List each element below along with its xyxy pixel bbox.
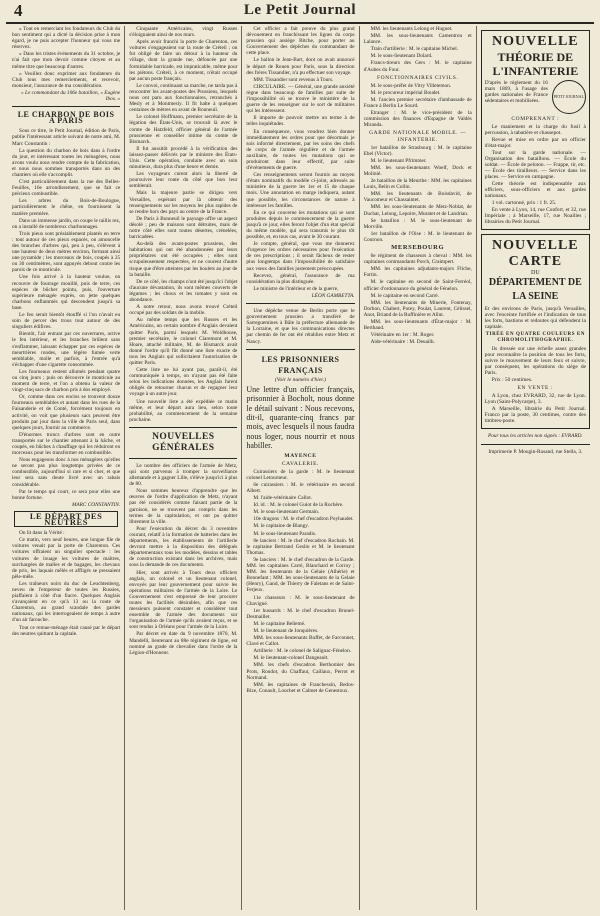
article-title-nouvelles: NOUVELLES GÉNÉRALES <box>152 431 215 453</box>
list-item: M. l'aide-vétérinaire Callot. <box>253 495 312 502</box>
paragraph: Cinquante Américains, vingt Russes s'éloignaient ainsi de nos murs. <box>129 26 238 39</box>
paragraph: De ce côté, les champs n'ont été jusqu'ici l'objet d'aucune dévastation, ils sont mêmes couverts de légumes ; les choux et les tomates y sont en abondance. <box>129 278 238 304</box>
intro-letter <box>12 26 120 89</box>
list-item: Id. id. : M. le colonel Guiot de la Rochère. <box>253 502 344 509</box>
paragraph: Le convoi, continuant sa marche, ne tarda pas à rencontrer les avant-postes des Prussiens, lesquels nous ont paru aux fonctionnaires, retranchés à Mesly et à Montmesly. Il fit halte à quelques centaines de mètres en avant de Bonneuil. <box>129 82 238 114</box>
list-item: Etranger : M. le vice-président de la commission des finances d'Espagne de Valdès Miranda. <box>363 110 472 129</box>
paragraph: Ils dressée sur une échelle assez grandes pour reconnaître la position de tous les forts, suivre le mouvement de leurs feux et suivre, par conséquent, les opérations du siège de Paris. <box>484 346 586 377</box>
ad-title: NOUVELLE CARTE <box>492 238 579 270</box>
paragraph: Dans un immense jardin, on coupe le taillis rez, on a installé de nombreux charbonnages. <box>12 217 121 230</box>
paragraph: Par décret en date du 9 novembre 1870, M. Mandelli, lieutenant au 88e régiment de ligne, est nommé au grade de chevalier dans l'ordre de la Légion-d'Honneur. <box>129 631 238 656</box>
ad-title: DÉPARTEMENT DE LA SEINE <box>488 277 582 303</box>
divider <box>246 349 354 350</box>
paragraph: Cette liste ne lui ayant pas, paraît-il, été communiquée à temps, on n'ayant pas été faite selon les indications données, les Anglais furent obligés de retourner chacun et de regagner leur voyage à un autre jour. <box>129 367 238 398</box>
masthead <box>6 0 594 24</box>
ad-body <box>485 393 586 424</box>
article-title-neutres: LE DÉPART DES NEUTRES <box>14 511 118 527</box>
article-title-prisonniers: LES PRISONNIERS FRANÇAIS <box>261 354 340 375</box>
list-item: M. le capitaine de Blangy. <box>253 523 309 530</box>
column-2 <box>125 26 242 910</box>
list-item: 1er hussards : M. le chef d'escadron Brunel-Desmaillet. <box>246 607 355 620</box>
section-place: MERSEBOURG <box>391 244 445 251</box>
list-item: MM. les sous-lieutenants d'État-major : M. Berthaud. <box>363 319 472 332</box>
list-item: M. le capitaine en second de Saint-Ferréol, officier d'ordonnance du général de Fénelon. <box>363 279 472 292</box>
column-1 <box>8 26 125 910</box>
paragraph: Bientôt, l'air entrant par ces ouvertures, active le feu intérieur, et les branches brûlent sans s'enflammer, laissant échapper par ces espèces de meurtrières rondes, une légère fumée verte semblable, molle et parfois, à l'entrée qu'à s'échapper d'une cigarette consommée. <box>12 331 121 368</box>
paragraph: Les arbres du Bois-de-Boulogne, particulièrement le chêne, en fournissent la matière première. <box>12 198 121 217</box>
list-item: M. le sous-lieutenant Germain. <box>253 509 320 516</box>
paragraph: Le maniement et la charge du fusil à percussion, à tabatière et chassepot. <box>484 124 586 137</box>
paragraph: Tout ce remue-ménage était causé par le départ des neutres quittant la capitale. <box>12 624 121 637</box>
paragraph: Après avoir franchi la porte de Charenton, ces voitures s'engageaient sur la route de Créteil ; on fut obligé de faire un détour à la hauteur du village, dont la grande rue, défoncée par une formidable barricade, est impraticable, même pour les piétons. Créteil, à ce moment, n'était occupé par aucun poste français. <box>129 39 238 82</box>
list-item: M. le sous-lieutenant Paradis. <box>253 530 317 537</box>
section-subhead: FONCTIONNAIRES CIVILS. <box>376 74 459 81</box>
column-4 <box>360 26 477 910</box>
paragraph: Cet officier a fait preuve du plus grand dévouement en franchissant les lignes du corps prussien qui assiège Bitche, pour porter au Gouvernement des dépêches du commandant de cette place. <box>246 26 355 57</box>
article-signature: MARC CONSTANTIN. <box>72 501 121 508</box>
list-item: Train d'artillerie : M. le capitaine Michel. <box>370 46 459 53</box>
paragraph: Tout sur la garde nationale. — Organisation des bataillons. — École du soldat. — École de peloton. — Frappe, tir, etc. — École des tirailleurs. — Service dans les places. — Service en campagne. <box>484 150 586 181</box>
divider <box>129 458 237 459</box>
article-subtitle: (Voir le numéro d'hier.) <box>274 376 326 383</box>
article-body-continued <box>246 26 354 292</box>
paragraph: En conséquence, vous voudrez bien donner immédiatement les ordres pour que désormais je sois informé directement, par les soins des chefs de corps de l'armée régulière et de l'armée auxiliaire, de toutes les mutations qui se produiront dans leur effectif, par suite d'événements de guerre. <box>246 128 355 172</box>
ad-intro: D'après le règlement du 16 mars 1869, à l'usage des gardes nationales de France sédentaires et mobilisées. <box>484 80 548 104</box>
list-item: 10e dragons : M. le chef d'escadron Poyhaudet. <box>253 516 354 523</box>
paragraph: Recevez, général, l'assurance de ma considération la plus distinguée. <box>246 272 355 285</box>
paragraph: Trois pieux sont préalablement plantés en terre : tout autour de ces pieux espacés, on amoncelle des branches d'arbres qui, peu à peu, s'élèvent à une hauteur de deux mètres environ, formant ainsi une pyramide ; les morceaux de bois, coupés à 25 ou 30 centimètres, sont appuyés debout contre les parois de ce monticule. <box>12 230 121 274</box>
list-item: MM. les lieutenants de Minerie, Fontenay, Dorbon, Chabert, Potey, Poulat, Laurent, Célissel, Anot, Briand de la Ruffinière et Allut. <box>363 299 472 318</box>
list-item: M. le capitaine en second Carré. <box>370 292 439 299</box>
list-item: MM. les lieutenants Lelong et Huguet. <box>370 26 453 32</box>
footer-note: Pour tous les articles non signés : EVRARD. <box>487 433 583 440</box>
paragraph: Revue et mise en ordre par un officier d'état-major. <box>484 137 586 150</box>
paragraph: Les fourneaux restent allumés pendant quatre ou cinq jours ; puis on découvre le monticule au moment de terre, et l'on a obtenu la valeur de vingt-cinq sacs de charbon pris à dos employé. <box>12 368 121 394</box>
paragraph: A Marseille, librairie du Petit Journal. Franco par la poste, 30 centimes, contre des timbres-poste. <box>484 406 586 425</box>
list-item: 6e régiment de chasseurs à cheval : MM. les capitaines commandants Porch, Craimpert. <box>363 253 472 266</box>
list-item: Aide-vétérinaire : M. Deuailh. <box>370 339 435 346</box>
ad-title: NOUVELLE <box>492 34 579 49</box>
paragraph: Ce matin, vers neuf heures, une longue file de voitures venait par la porte de Charenton. Ces voitures offraient un singulier spectacle : les voitures de louage les voitures de maîtres, surchargées de malles et de bagages, les chevaux de prix, les laquais mêlés et affligés se pressaient pêle-mêle. <box>12 537 121 580</box>
ad-title: DU <box>531 270 540 277</box>
article-title-charbon: LE CHARBON DE BOIS A PARIS <box>17 110 115 126</box>
advertisement-theorie <box>481 30 590 230</box>
list-item: 9e lanciers : M. le chef d'escadron de la Garde. MM. les capitaines Carré, Blanchard et Corroy ; MM. les lieutenants de la Gelaie (Alhérie) et Bonnefant ; MM. les sous-lieutenants de la Gelaie (Henry), Gand, de Thierry de Faletans et de Saint-Ferjeux. <box>246 556 355 594</box>
ad-subhead: COMPRENANT : <box>511 116 560 122</box>
paragraph: Or, comme dans ces enclos se trouvent douze fourneaux semblables et autant dans les rues de la Faisanderie et de Conté, forcément toujours en activité, on voit que plusieurs sacs peuvent être produits par jour dans la ville de Paris seul, dans quelques jours, fournir au commerce. <box>12 394 121 431</box>
paragraph: On lit dans la Vérité : <box>19 530 65 537</box>
section-place: MAYENCE <box>284 452 317 459</box>
paragraph: D'énormes troncs d'arbres sont en outre transportés sur le chantier attenant à la hâche, et coupés, en bûches à chauffage qui les réduiront en morceaux pour les transformer en combustible. <box>12 431 121 457</box>
list-item: M. le sous-lieutenant Dolard. <box>370 53 433 60</box>
paragraph: Sous ce titre, le Petit Journal, édition de Paris, publie l'intéressant article suivant de notre ami, M. Marc Constantin : <box>12 128 121 147</box>
lead-paragraph: Une lettre d'un officier français, prisonnier à Bocholt, nous donne le détail suivant : Nous recevons, dit-il, quarante-cinq francs par mois, avec lesquels il nous faudra nous loger, nous nourrir et nous habiller. <box>246 384 355 451</box>
list-item: MM. les sous-lieutenants Camentrou et Lalance. <box>363 33 472 46</box>
paragraph: Nous sommes heureux d'apprendre que les œuvres de l'ordre d'application de Metz, n'ayant pas été considérés comme faisant partie de la garnison, ne se trouvent pas compris dans les termes de la capitulation, et ont pu quitter librement la ville. <box>129 488 238 525</box>
list-item: 6e cuirassiers : M. le vétérinaire en second Albert. <box>246 481 355 494</box>
imprint: Imprimerie P. Mougin-Rusand, rue Stella, 3. <box>488 448 583 455</box>
list-item: M. le lieutenant-colonel Dangeault. <box>253 655 329 662</box>
paragraph: Hier, sont arrivés à Tours deux officiers anglais, un colonel et un lieutenant colonel, envoyés par leur gouvernement pour suivre les opérations militaires de l'armée de la Loire. Le Gouvernement s'est empressé de leur procurer toutes les facilités désirables, afin que ces messieurs puissent constater et considérer tout ensemble de l'armée des documents sur l'organisation de l'armée qu'ils avaient reçus, et se sont rendus à Orléans pour l'armée de la Loire. <box>129 569 238 631</box>
paragraph: Le nombre des officiers de l'armée de Metz, qui sont parvenus à tromper la surveillance allemande et à gagner Lille, s'élève jusqu'ici à plus de 80. <box>129 462 238 488</box>
list-item: Vétérinaire en 1er : M. Roger. <box>370 332 435 339</box>
paragraph: CIRCULAIRE. — Général, une grande anxiété règne dans beaucoup de familles par suite de l'impossibilité où se trouve le ministère de la guerre de les renseigner sur le sort de militaires qui les intéressent. <box>246 83 355 115</box>
mersebourg-list <box>364 253 472 345</box>
article-body-nouvelles <box>129 463 237 656</box>
list-item: Se bataillon : M. le sous-lieutenant de Morville. <box>363 217 472 230</box>
list-item: MM. les lieutenants de Boisdavid, de Vaucomeur et Chassaintet. <box>363 191 472 204</box>
article-body-neutres <box>12 530 120 637</box>
paragraph: En ce qui concerne les mutations qui se sont produites depuis le commencement de la guerre jusqu'à ce jour, elles feront l'objet d'un état spécial du même modèle, qui sera transmis le plus tôt possible, et, en tous cas, avant le 30 courant. <box>246 209 355 241</box>
paragraph: Cette théorie est indispensable aux officiers, sous-officiers et aux gardes nationaux. <box>484 181 586 200</box>
divider <box>12 106 120 107</box>
ad-text <box>485 80 586 104</box>
paragraph: En vente à Lyon, 14, rue Confort, et 32, rue Impériale ; à Marseille, 17, rue Noailles ; librairies du Petit Journal. <box>484 207 586 226</box>
ad-body <box>485 346 586 383</box>
list-item: MM. les capitaines de Franchessin, Bedos-Bize, Conault, Louchet et Calmet de Genestoux. <box>246 681 355 694</box>
paragraph: Le ministre de l'intérieur et de la guerre, <box>253 285 339 292</box>
paragraph: « Dans les tristes événements du 31 octobre, je n'ai fait que mon devoir comme citoyen et au même titre que beaucoup d'autres. <box>12 51 121 70</box>
paragraph: Une fois arrivé à la hauteur voulue, on recouvre de fourrage mouillé, puis de terre, ces espèces de bûcher pointu, puis, l'ouverture supérieure ménagée exprès, on jette quelques charbons enflammés qui descendent jusqu'à sa base. <box>12 274 121 311</box>
section-subhead: GARDE NATIONALE MOBILE. — INFANTERIE. <box>369 130 467 143</box>
list-item: 2e bataillon de la Meurthe : MM. les capitaines Louis, Belin et Collin. <box>363 178 472 191</box>
article-body-charbon <box>12 128 120 501</box>
paragraph: « Tout en remerciant les fondateurs du Club du bon sentiment qui a dicté la décision prise à mon égard, je ne puis accepter l'honneur qui vous me réservez. <box>12 26 121 51</box>
paragraph: Le colonel Hoffmann, premier secrétaire de la légation des États-Unis, se trouvait là avec le comte de Hatzfeld, officier général de l'armée prussienne et conseiller intime du comte de Bismarck. <box>129 114 238 145</box>
paragraph: Le ballon le Jean-Bart, dont on avait annoncé le départ de Rouen pour Paris, sous la direction des frères Tissandier, n'a pu effectuer son voyage. <box>246 57 355 76</box>
paragraph: Une dépêche venue de Berlin porte que le gouvernement prussien a transféré de Sarreguemines à Bâle la préfecture allemande de la Lorraine, et que les communications directes par chemin de fer ont été rétablies entre Metz et Nancy. <box>246 308 355 345</box>
columns <box>8 26 594 910</box>
paragraph: La question du charbon de bois dans à l'ordre du jour, et intéressant toutes les ménagères, nous avons voulu nous rendre compte de la fabrication, et nous nous sommes transportés dans un des chantiers où elle s'accomplit. <box>12 147 121 178</box>
ad-title: THÉORIE DE L'INFANTERIE <box>492 50 579 78</box>
ad-body <box>485 124 586 225</box>
list-item: M. le capitaine Bellemé. <box>253 620 306 627</box>
paragraph: 1 vol. cartonné, prix : 1 fr. 25. <box>491 200 557 207</box>
list-item: M. l'ancien premier secrétaire d'ambassade de France à Berlin Le Sourd. <box>363 96 472 110</box>
paragraph: Au même temps que les Russes et les Américains, un certain nombre d'Anglais devaient quitter Paris, parmi lesquels M. Woldhouse, premier secrétaire, le colonel Claremont et M. Hoare, attaché militaire, M. de Bismarck avait donné l'ordre qu'il fût donné une liste exacte de tous les Anglais qui sollicitaient l'autorisation de quitter Paris. <box>129 317 238 366</box>
paragraph: Ces renseignements seront fournis au moyen d'états nominatifs du modèle ci-joint, adressés au ministère de la guerre les 1er et 15 de chaque mois. Une annotation en marge indiquera, autant que possible, les circonstances de nature à intéresser les familles. <box>246 172 355 209</box>
list-item: M. le sous-préfet de Vitry Villetemon. <box>370 82 452 89</box>
paragraph: Pour l'exécution du décret du 3 novembre courant, relatif à la formation de batteries dans les départements, les établissements de l'artillerie devront mettre à la disposition des délégués départementaux tous les modèles, dessins et tables de construction existant dans les archives, mais sous la demande de ces documents. <box>129 525 238 569</box>
page-number: 4 <box>14 1 23 20</box>
list-item: MM. les chefs d'escadron Berthomier des Prots, Roudot, du Chaffaut, Caillaux, Perrot et Normand. <box>246 662 355 681</box>
list-item: Artillerie : M. le colonel de Salignac-Fénelon. <box>253 648 352 655</box>
list-item: MM. les sous-lieutenants Woelf, Dock et Molinié. <box>363 164 472 177</box>
divider <box>481 444 590 445</box>
list-item: 1er bataillon de l'Oise : M. le lieutenant de Cournon. <box>363 230 472 243</box>
paragraph: Il fut aussitôt procédé à la vérification des laissez-passer délivrés par le ministre des États-Unis. Cette opération, conduite avec un soin minutieux, dura plus d'une heure et demie. <box>129 145 238 171</box>
paragraph: Une nouvelle liste a été expédiée ce matin même, et leur départ aura lieu, selon toute probabilité, au commencement de la semaine prochaine. <box>129 398 238 423</box>
divider <box>246 303 354 304</box>
paragraph: Prix : 50 centimes. <box>491 377 533 384</box>
prisoners-list <box>246 469 354 694</box>
list-item: MM. les sous-lieutenants Buffet, de Farconnet, Clavé et Callot. <box>246 635 355 648</box>
list-item: M. le procureur impérial Boudet. <box>370 89 441 96</box>
paragraph: Les voyageurs curent alors la liberté de poursuivre leur route du côté que bon leur semblerait. <box>129 171 238 190</box>
list-item: MM. les capitaines adjudants-majors Fliche, Fortin. <box>363 266 472 279</box>
newspaper-title: Le Petit Journal <box>243 2 357 18</box>
paragraph: Par le temps qui court, ce sera pour elles une bonne fortune. <box>12 488 121 501</box>
divider <box>129 427 237 428</box>
paragraph: Nous engageons donc à nos ménagères qu'elles ne seront pas plus longtemps privées de ce combustible, aujourd'hui si rare et si cher, et que leur sera sans doute livré avec un rabais considérable. <box>12 457 121 488</box>
stamp-seal: PETIT JOURNAL <box>552 80 586 114</box>
column-3 <box>242 26 359 910</box>
ad-subhead: EN VENTE : <box>517 385 554 392</box>
ad-subhead: TIRÉE EN QUATRE COULEURS EN CHROMOLITHOGRAPHIE. <box>485 332 586 344</box>
ad-intro: Et des environs de Paris, jusqu'à Versailles, avec l'enceinte fortifiée et l'indication de tous les forts, bastions et redoutes qui défendent la capitale. <box>484 306 586 331</box>
paragraph: MM. Tissandier sont revenus à Tours. <box>253 76 334 83</box>
paragraph: Il importe de pouvoir mettre un terme à de telles inquiétudes. <box>246 115 355 128</box>
list-item: Francs-tireurs des Gers : M. le capitaine d'Aubes du Four. <box>363 60 472 73</box>
article-signature: LÉON GAMBETTA. <box>311 292 355 299</box>
paragraph: A notre retour, nous avons trouvé Créteil occupé par des soldats de la mobile. <box>129 304 238 317</box>
letter-signature: « Le commandant du 106e bataillon, « Eugène Ibos. » <box>21 89 121 103</box>
article-body-neutres-cont <box>129 26 237 423</box>
paragraph: Le feu serait bientôt étouffé si l'on n'avait eu soin de percer des trous tout autour de des singuliers édifices. <box>12 312 121 331</box>
paragraph: De Paris à Bonneuil le paysage offre un aspect désolé ; peu de maisons sont détruites, mais de notre côté elles sont toutes désertes, crénelées, barricadées. <box>129 215 238 241</box>
list-item: 11e chasseurs : M. le sous-lieutenant de Chavigné. <box>246 594 355 607</box>
column-5 <box>477 26 594 910</box>
paragraph: A Lyon, chez EVRARD, 32, rue de Lyon. Lyon (Saint-Polycarpe), 3. <box>484 393 586 406</box>
list-item: Cuirassiers de la garde : M. le lieutenant colonel Letourneur. <box>246 468 355 481</box>
paragraph: C'est particulièrement dans la rue des Belles-Feuilles, 16e arrondissement, que se fait ce précieux combustible. <box>12 179 121 198</box>
paragraph: « Veuillez donc exprimer aux fondateurs du Club tous mes remerciements, et recevoir, monsieur, l'assurance de ma considération. <box>12 70 121 89</box>
list-item: M. le lieutenant Pfrimmer. <box>370 157 427 164</box>
paragraph: Je compte, général, que vous me donnerez d'urgence les ordres nécessaires pour l'exécution de ces prescriptions ; il serait fâcheux de rester plus longtemps dans l'impossibilité de satisfaire aux vœux des familles justement préoccupées. <box>246 241 355 272</box>
list-item: M. le lieutenant de Jonquières. <box>253 627 319 634</box>
mobile-list <box>364 145 472 243</box>
section-subhead: CAVALERIE. <box>281 460 320 467</box>
paragraph: Les traîneurs noirs du duc de Leuchtenberg, neveu de l'empereur de toutes les Russies, piaffaient à côté d'un fiacre. Quelques Anglais s'avançaient en ce qu'à 13 ou la route de Charenton, au grand scandale des gardes nationaux, qui les interrogeaient de temps à autre d'un air farouche. <box>12 580 121 624</box>
advertisement-carte <box>481 234 590 429</box>
list-item: MM. les sous-lieutenants de Metz-Noblat, de Duchat, Lelong, Lepoire, Muratet et de Landrian. <box>363 204 472 217</box>
paragraph: Au-delà des avant-postes prussiens, des habitations qui ont été abandonnées par leurs propriétaires ont été occupées ; elles sont scrupuleusement respectées, et ne courent d'autre risque que d'être atteintes par les boulets au jour de la bataille. <box>129 241 238 278</box>
list-item: 1er bataillon de Strasbourg : M. le capitaine Ebel (Victor). <box>363 144 472 157</box>
list-item: 8e lanciers : M. le chef d'escadron Rochain. M. le capitaine Bertrand Geslin et M. le lieutenant Thomas. <box>246 537 355 556</box>
prisoners-list-cont <box>364 26 472 73</box>
civil-list <box>364 83 472 129</box>
paragraph: Mais la majeure partie se dirigea vers Versailles, espérant par là obtenir des renseignements sur les moyens les plus rapides de se rendre hors des pays au centre de la France. <box>129 190 238 215</box>
